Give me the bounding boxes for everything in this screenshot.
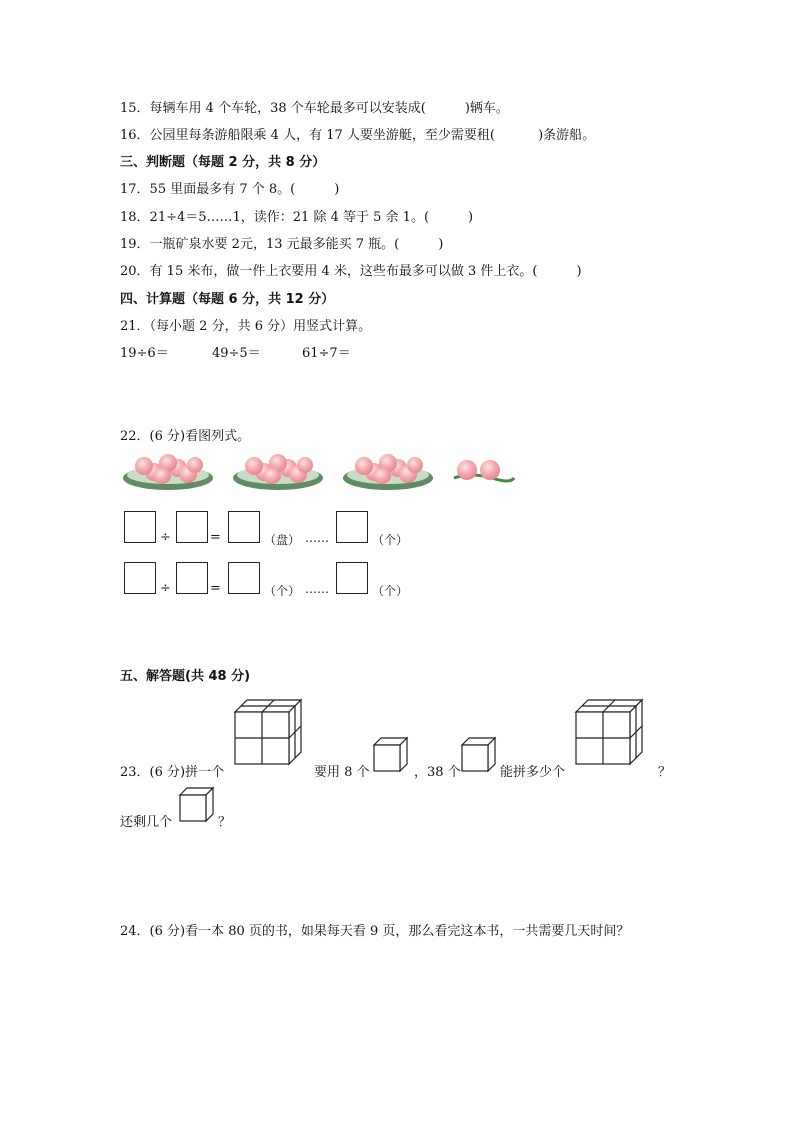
calc-1: 19÷6＝ bbox=[120, 346, 169, 361]
small-cube-icon bbox=[462, 738, 498, 774]
answer-box[interactable] bbox=[336, 562, 368, 594]
question-20: 20．有 15 米布，做一件上衣要用 4 米，这些布最多可以做 3 件上衣。( ) bbox=[120, 264, 582, 279]
answer-box[interactable] bbox=[228, 562, 260, 594]
question-17: 17．55 里面最多有 7 个 8。( ) bbox=[120, 182, 340, 197]
section-3-heading: 三、判断题（每题 2 分，共 8 分） bbox=[120, 155, 326, 170]
small-cube-icon bbox=[374, 738, 410, 774]
remainder-ellipsis: …… bbox=[305, 531, 329, 545]
question-19: 19．一瓶矿泉水要 2元，13 元最多能买 7 瓶。( ) bbox=[120, 237, 444, 252]
answer-box[interactable] bbox=[336, 511, 368, 543]
question-24: 24．(6 分)看一本 80 页的书，如果每天看 9 页，那么看完这本书，一共需要几天时间？ bbox=[120, 924, 630, 939]
calc-3: 61÷7＝ bbox=[302, 346, 351, 361]
plate-icon bbox=[233, 454, 323, 490]
divide-sign: ÷ bbox=[160, 581, 171, 596]
question-15: 15．每辆车用 4 个车轮，38 个车轮最多可以安装成( )辆车。 bbox=[120, 101, 509, 116]
answer-box[interactable] bbox=[176, 562, 208, 594]
answer-box[interactable] bbox=[124, 562, 156, 594]
answer-box[interactable] bbox=[176, 511, 208, 543]
question-23-part-f: 还剩几个 bbox=[120, 815, 173, 830]
question-23-part-a: 23．(6 分)拼一个 bbox=[120, 765, 225, 780]
question-21: 21．（每小题 2 分，共 6 分）用竖式计算。 bbox=[120, 319, 372, 334]
unit-ge: （个） bbox=[372, 584, 409, 598]
unit-ge: （个） bbox=[264, 584, 301, 598]
question-23-part-e: ？ bbox=[658, 765, 672, 780]
question-23-part-c: ，38 个 bbox=[414, 765, 461, 780]
answer-box[interactable] bbox=[228, 511, 260, 543]
remainder-ellipsis: …… bbox=[305, 582, 329, 596]
answer-box[interactable] bbox=[124, 511, 156, 543]
divide-sign: ÷ bbox=[160, 530, 171, 545]
calc-2: 49÷5＝ bbox=[212, 346, 261, 361]
equals-sign: = bbox=[210, 581, 221, 596]
equals-sign: = bbox=[210, 530, 221, 545]
question-23-part-b: 要用 8 个 bbox=[314, 765, 370, 780]
plate-icon bbox=[123, 454, 213, 490]
plate-icon bbox=[343, 454, 433, 490]
small-cube-icon bbox=[180, 788, 216, 824]
peach-plates-illustration bbox=[122, 448, 522, 498]
big-cube-icon bbox=[576, 700, 646, 766]
unit-plate: （盘） bbox=[264, 533, 301, 547]
question-16: 16．公园里每条游船限乘 4 人，有 17 人要坐游艇，至少需要租( )条游船。 bbox=[120, 128, 596, 143]
big-cube-icon bbox=[235, 700, 305, 766]
question-23-part-g: ？ bbox=[218, 815, 232, 830]
question-18: 18．21÷4＝5……1，读作：21 除 4 等于 5 余 1。( ) bbox=[120, 210, 474, 225]
loose-peaches-icon bbox=[454, 460, 514, 481]
section-5-heading: 五、解答题(共 48 分) bbox=[120, 669, 251, 684]
section-4-heading: 四、计算题（每题 6 分，共 12 分） bbox=[120, 292, 335, 307]
question-23-part-d: 能拼多少个 bbox=[500, 765, 566, 780]
unit-ge: （个） bbox=[372, 533, 409, 547]
question-22: 22．(6 分)看图列式。 bbox=[120, 429, 251, 444]
